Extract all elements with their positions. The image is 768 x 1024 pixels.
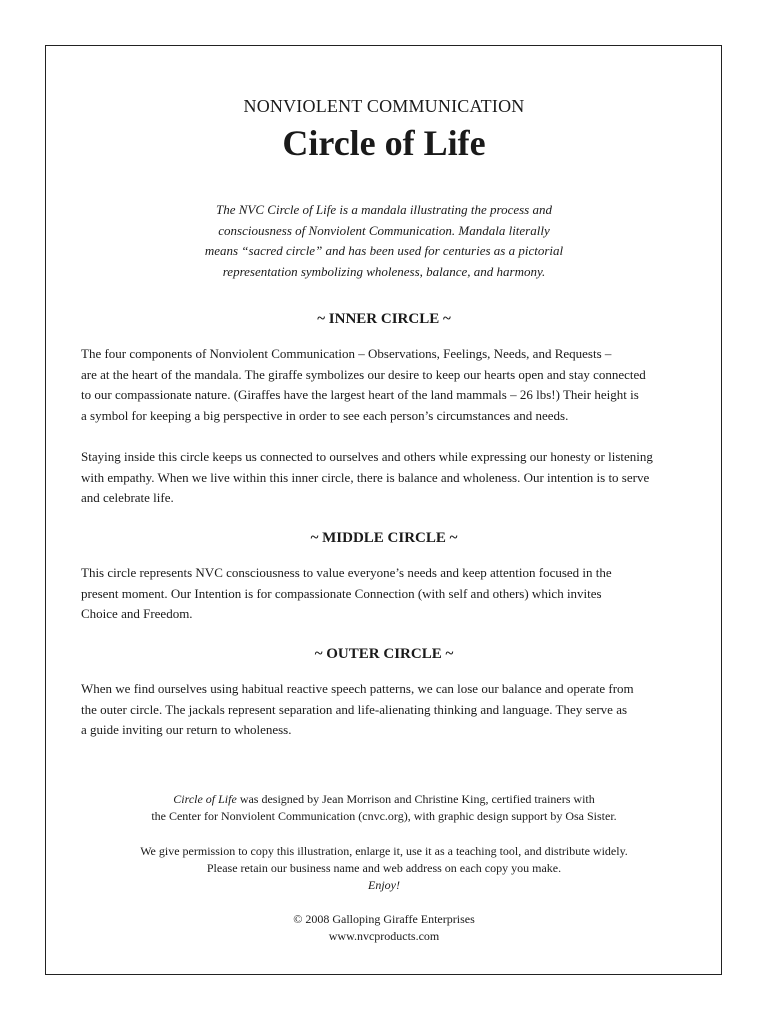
intro-line: means “sacred circle” and has been used for centuries as a pictorial — [204, 243, 564, 258]
text-line: The four components of Nonviolent Communication – Observations, Feelings, Needs, and Requests – — [81, 346, 612, 361]
outer-circle-paragraph — [81, 679, 693, 741]
page-border — [45, 45, 722, 975]
footer-block — [80, 911, 688, 945]
website-url: www.nvcproducts.com — [328, 929, 440, 943]
intro-line: The NVC Circle of Life is a mandala illustrating the process and — [216, 202, 552, 217]
text-line: are at the heart of the mandala. The giraffe symbolizes our desire to keep our hearts open and stay connected — [81, 366, 646, 382]
text-line: with empathy. When we live within this inner circle, there is balance and wholeness. Our intention is to serve — [81, 469, 650, 485]
permission-block — [80, 843, 688, 894]
credits-line-2: the Center for Nonviolent Communication (cnvc.org), with graphic design support by Osa Sister. — [151, 809, 617, 823]
text-line: present moment. Our Intention is for compassionate Connection (with self and others) which invites — [81, 585, 602, 601]
text-line: the outer circle. The jackals represent separation and life-alienating thinking and language. They serve as — [81, 701, 628, 717]
permission-line-1: We give permission to copy this illustration, enlarge it, use it as a teaching tool, and distribute widely. — [140, 844, 628, 858]
credits-line-1-text: was designed by Jean Morrison and Christine King, certified trainers with — [236, 792, 595, 806]
inner-circle-paragraph-1 — [81, 344, 693, 426]
credits-book-title: Circle of Life — [173, 792, 237, 806]
copyright-text: © 2008 Galloping Giraffe Enterprises — [293, 912, 475, 926]
text-line: This circle represents NVC consciousness to value everyone’s needs and keep attention focused in the — [81, 565, 612, 580]
middle-circle-paragraph — [81, 563, 693, 625]
text-line: a symbol for keeping a big perspective in order to see each person’s circumstances and needs. — [81, 407, 569, 423]
intro-line: consciousness of Nonviolent Communication. Mandala literally — [218, 222, 550, 238]
page-kicker: NONVIOLENT COMMUNICATION — [243, 96, 525, 116]
intro-paragraph — [170, 200, 598, 282]
credits-block — [80, 791, 688, 825]
outer-circle-heading: ~ OUTER CIRCLE ~ — [314, 646, 454, 662]
page-title: Circle of Life — [282, 123, 486, 163]
text-line: Choice and Freedom. — [81, 606, 193, 621]
text-line: Staying inside this circle keeps us connected to ourselves and others while expressing our honesty or listening — [81, 449, 653, 464]
middle-circle-heading: ~ MIDDLE CIRCLE ~ — [310, 530, 458, 546]
inner-circle-paragraph-2 — [81, 447, 693, 509]
inner-circle-heading: ~ INNER CIRCLE ~ — [317, 311, 451, 327]
intro-line: representation symbolizing wholeness, balance, and harmony. — [222, 263, 546, 279]
text-line: to our compassionate nature. (Giraffes have the largest heart of the land mammals – 26 lbs!) Their height is — [81, 387, 639, 402]
text-line: When we find ourselves using habitual reactive speech patterns, we can lose our balance and operate from — [81, 681, 634, 696]
credits-line-1 — [80, 791, 688, 808]
permission-line-2: Please retain our business name and web address on each copy you make. — [206, 861, 562, 875]
text-line: and celebrate life. — [81, 490, 174, 505]
text-line: a guide inviting our return to wholeness. — [81, 722, 292, 737]
enjoy-text: Enjoy! — [368, 878, 400, 892]
